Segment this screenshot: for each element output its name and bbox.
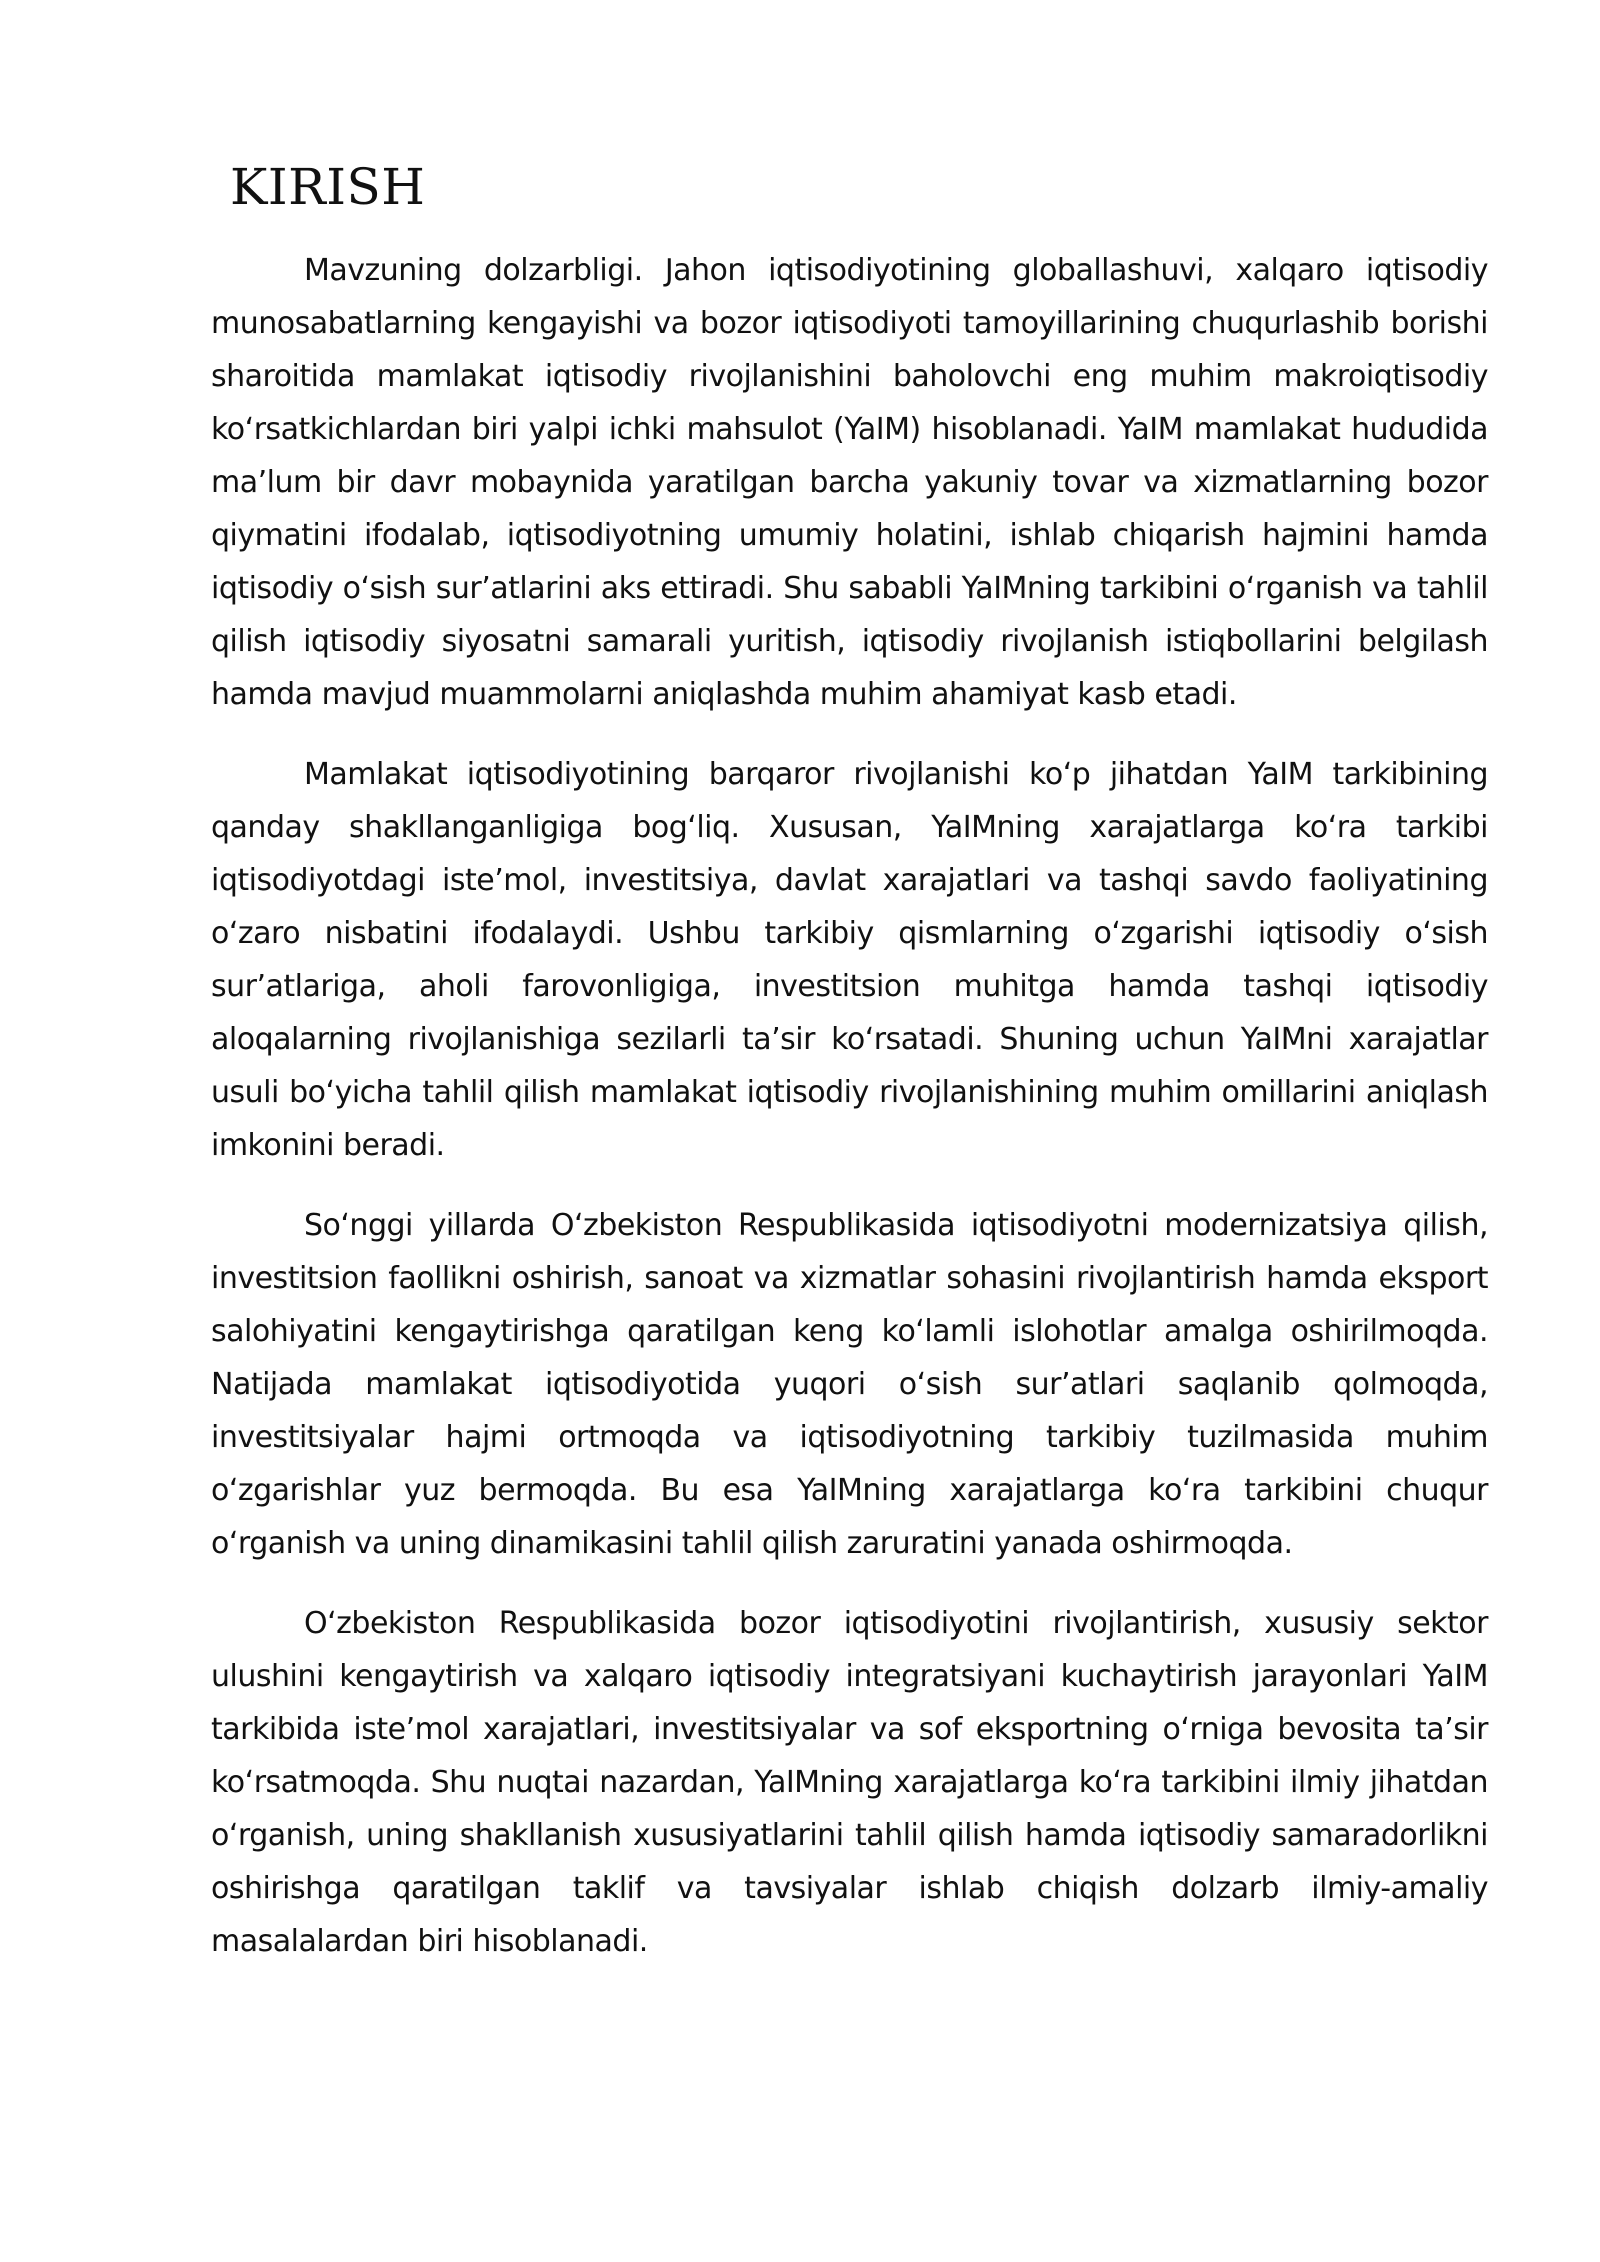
- paragraph-market-economy: O‘zbekiston Respublikasida bozor iqtisodiyotini rivojlantirish, xususiy sektor ulushini kengaytirish va xalqaro iqtisodiy integratsiyani kuchaytirish jarayonlari YaIM tarkibida iste’mol xarajatlari, investitsiyalar va sof eksportning o‘rniga bevosita ta’sir ko‘rsatmoqda. Shu nuqtai nazardan, YaIMning xarajatlarga ko‘ra tarkibini ilmiy jihatdan o‘rganish, uning shakllanish xususiyatlarini tahlil qilish hamda iqtisodiy samaradorlikni oshirishga qaratilgan taklif va tavsiyalar ishlab chiqish dolzarb ilmiy-amaliy masalalardan biri hisoblanadi.: [211, 1606, 1488, 1959]
- section-heading: KIRISH: [230, 158, 426, 216]
- paragraph-relevance: Mavzuning dolzarbligi. Jahon iqtisodiyotining globallashuvi, xalqaro iqtisodiy munosabatlarning kengayishi va bozor iqtisodiyoti tamoyillarining chuqurlashib borishi sharoitida mamlakat iqtisodiy rivojlanishini baholovchi eng muhim makroiqtisodiy ko‘rsatkichlardan biri yalpi ichki mahsulot (YaIM) hisoblanadi. YaIM mamlakat hududida ma’lum bir davr mobaynida yaratilgan barcha yakuniy tovar va xizmatlarning bozor qiymatini ifodalab, iqtisodiyotning umumiy holatini, ishlab chiqarish hajmini hamda iqtisodiy o‘sish sur’atlarini aks ettiradi. Shu sababli YaIMning tarkibini o‘rganish va tahlil qilish iqtisodiy siyosatni samarali yuritish, iqtisodiy rivojlanish istiqbollarini belgilash hamda mavjud muammolarni aniqlashda muhim ahamiyat kasb etadi.: [211, 253, 1488, 712]
- document-body: [211, 244, 1488, 1995]
- paragraph-reforms: So‘nggi yillarda O‘zbekiston Respublikasida iqtisodiyotni modernizatsiya qilish, investitsion faollikni oshirish, sanoat va xizmatlar sohasini rivojlantirish hamda eksport salohiyatini kengaytirishga qaratilgan keng ko‘lamli islohotlar amalga oshirilmoqda. Natijada mamlakat iqtisodiyotida yuqori o‘sish sur’atlari saqlanib qolmoqda, investitsiyalar hajmi ortmoqda va iqtisodiyotning tarkibiy tuzilmasida muhim o‘zgarishlar yuz bermoqda. Bu esa YaIMning xarajatlarga ko‘ra tarkibini chuqur o‘rganish va uning dinamikasini tahlil qilish zaruratini yanada oshirmoqda.: [211, 1208, 1488, 1561]
- paragraph-gdp-structure: Mamlakat iqtisodiyotining barqaror rivojlanishi ko‘p jihatdan YaIM tarkibining qanday shakllanganligiga bog‘liq. Xususan, YaIMning xarajatlarga ko‘ra tarkibi iqtisodiyotdagi iste’mol, investitsiya, davlat xarajatlari va tashqi savdo faoliyatining o‘zaro nisbatini ifodalaydi. Ushbu tarkibiy qismlarning o‘zgarishi iqtisodiy o‘sish sur’atlariga, aholi farovonligiga, investitsion muhitga hamda tashqi iqtisodiy aloqalarning rivojlanishiga sezilarli ta’sir ko‘rsatadi. Shuning uchun YaIMni xarajatlar usuli bo‘yicha tahlil qilish mamlakat iqtisodiy rivojlanishining muhim omillarini aniqlash imkonini beradi.: [211, 757, 1488, 1163]
